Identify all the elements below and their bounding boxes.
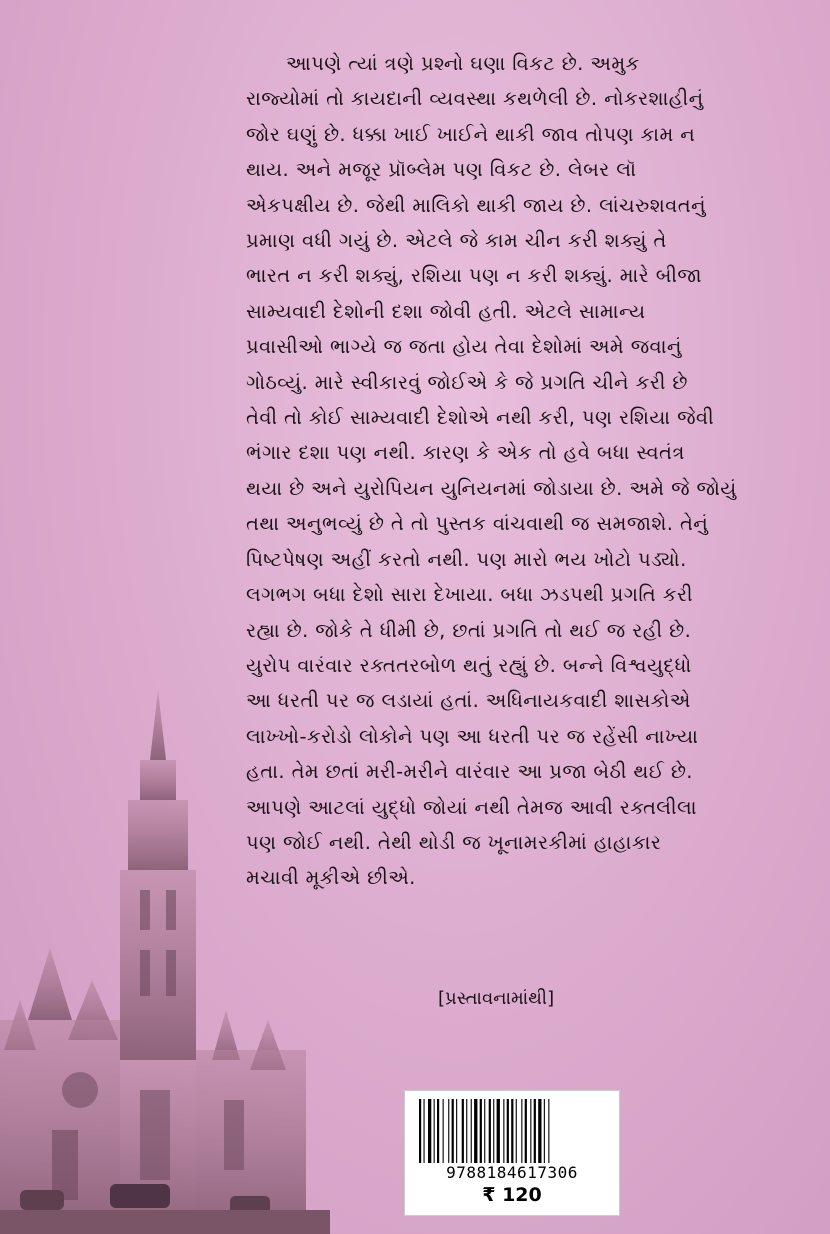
barcode-bar: [489, 1099, 491, 1163]
barcode-bar: [544, 1099, 545, 1163]
blurb-line: આ ધરતી પર જ લડાયાં હતાં. અધિનાયકવાદી શાસકોએ: [246, 689, 691, 713]
barcode-bar: [419, 1099, 421, 1163]
cover-blurb: [246, 46, 806, 896]
blurb-line: થાય. અને મજૂર પ્રૉબ્લેમ પણ વિકટ છે. લેબર લૉ: [246, 158, 637, 182]
blurb-line: જોર ઘણું છે. ધક્કા ખાઈ ખાઈને થાકી જાવ તોપણ કામ ન: [246, 122, 696, 146]
blurb-line: રહ્યા છે. જોકે તે ધીમી છે, છતાં પ્રગતિ તો થઈ જ રહી છે.: [246, 618, 692, 642]
blurb-line: તથા અનુભવ્યું છે તે તો પુસ્તક વાંચવાથી જ સમજાશે. તેનું: [246, 512, 709, 536]
blurb-line: ભંગાર દશા પણ નથી. કારણ કે એક તો હવે બધા સ્વતંત્ર: [246, 441, 685, 465]
barcode-bar: [448, 1099, 449, 1163]
blurb-line: લાખ્ખો-કરોડો લોકોને પણ આ ધરતી પર જ રહેંસી નાખ્યા: [246, 724, 699, 748]
barcode-bar: [471, 1099, 472, 1163]
barcode-bar: [466, 1099, 467, 1163]
blurb-line: પણ જોઈ નથી. તેથી થોડી જ ખૂનામરકીમાં હાહાકાર: [246, 830, 662, 854]
blurb-line: આપણે આટલાં યુદ્ધો જોયાં નથી તેમજ આવી રક્તલીલા: [246, 795, 697, 819]
barcode-bar: [474, 1099, 477, 1163]
blurb-line: સામ્યવાદી દેશોની દશા જોવી હતી. એટલે સામાન્ય: [246, 299, 646, 323]
blurb-line: રાજ્યોમાં તો કાયદાની વ્યવસ્થા કથળેલી છે. નોકરશાહીનું: [246, 87, 704, 111]
blurb-line: પિષ્ટપેષણ અહીં કરતો નથી. પણ મારો ભય ખોટો પડ્યો.: [246, 547, 687, 571]
blurb-line: મચાવી મૂકીએ છીએ.: [246, 866, 416, 890]
barcode-bar: [462, 1099, 464, 1163]
barcode-bar: [534, 1099, 536, 1163]
barcode-bar: [493, 1099, 494, 1163]
blurb-line: હતા. તેમ છતાં મરી-મરીને વારંવાર આ પ્રજા બેઠી થઈ છે.: [246, 760, 693, 784]
blurb-line: યુરોપ વારંવાર રક્તતરબોળ થતું રહ્યું છે. બન્ને વિશ્વયુદ્ધો: [246, 653, 692, 677]
barcode-bar: [456, 1099, 457, 1163]
barcode-bar: [437, 1099, 439, 1163]
barcode-bar: [452, 1099, 454, 1163]
barcode-box: [404, 1090, 620, 1216]
barcode-bar: [511, 1099, 513, 1163]
barcode-bar: [443, 1099, 444, 1163]
barcode-bar: [503, 1099, 504, 1163]
barcode-bar: [428, 1099, 431, 1163]
blurb-line: તેવી તો કોઈ સામ્યવાદી દેશોએ નથી કરી, પણ રશિયા જેવી: [246, 406, 715, 430]
blurb-line: ગોઠવ્યું. મારે સ્વીકારવું જોઈએ કે જે પ્રગતિ ચીને કરી છે: [246, 370, 688, 394]
barcode-bar: [507, 1099, 509, 1163]
barcode-icon: [419, 1099, 607, 1163]
barcode-bar: [525, 1099, 527, 1163]
blurb-line: લગભગ બધા દેશો સારા દેખાયા. બધા ઝડપથી પ્રગતિ કરી: [246, 583, 693, 607]
blurb-line: ભારત ન કરી શક્યું, રશિયા પણ ન કરી શક્યું. મારે બીજા: [246, 264, 702, 288]
barcode-bar: [516, 1099, 517, 1163]
barcode-bar: [530, 1099, 531, 1163]
blurb-line: આપણે ત્યાં ત્રણે પ્રશ્નો ઘણા વિકટ છે. અમુક: [286, 52, 640, 75]
barcode-bar: [538, 1099, 541, 1163]
isbn-number: 9788184617306: [446, 1163, 578, 1182]
barcode-bar: [548, 1099, 549, 1163]
blurb-line: એકપક્ષીય છે. જેથી માલિકો થાકી જાય છે. લાંચરુશવતનું: [246, 193, 706, 217]
barcode-bar: [480, 1099, 482, 1163]
barcode-bar: [497, 1099, 500, 1163]
blurb-line: પ્રવાસીઓ ભાગ્યે જ જતા હોય તેવા દેશોમાં અમે જવાનું: [246, 335, 682, 359]
price-label: ₹ 120: [482, 1184, 542, 1206]
barcode-bar: [521, 1099, 522, 1163]
source-note: [પ્રસ્તાવનામાંથી]: [438, 988, 555, 1009]
barcode-bar: [424, 1099, 425, 1163]
barcode-bar: [484, 1099, 485, 1163]
blurb-line: થયા છે અને યુરોપિયન યુનિયનમાં જોડાયા છે. અમે જે જોયું: [246, 476, 737, 500]
blurb-line: પ્રમાણ વધી ગયું છે. એટલે જે કામ ચીન કરી શક્યું તે: [246, 229, 667, 253]
barcode-bar: [434, 1099, 435, 1163]
